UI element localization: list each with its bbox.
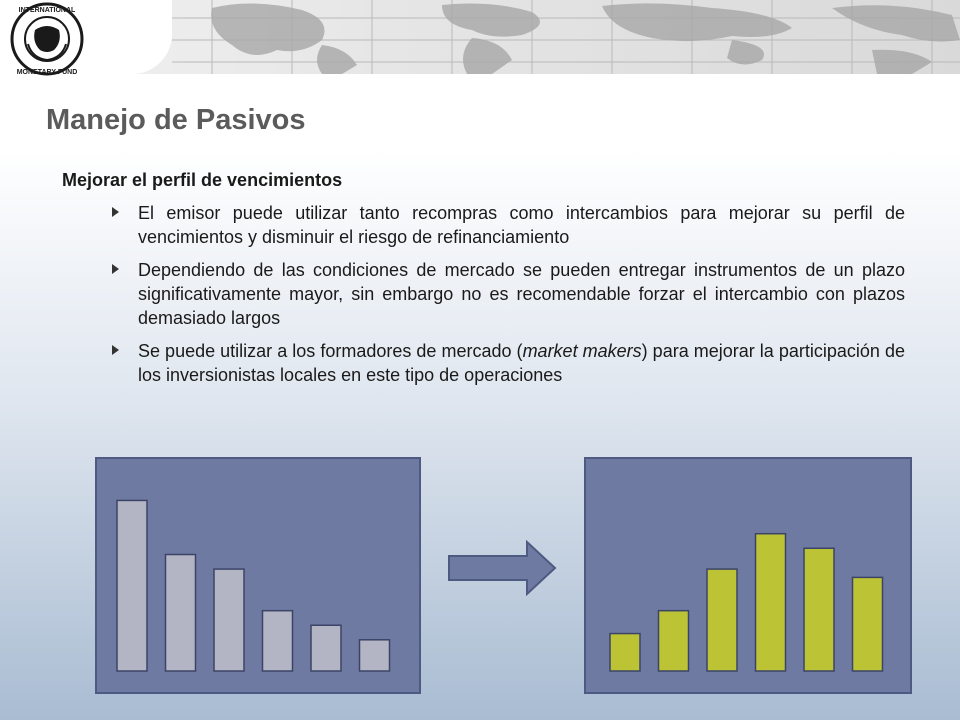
bar-after [610, 634, 640, 671]
bullet-item [110, 339, 905, 387]
bar-before [166, 555, 196, 671]
chart-after-plot [586, 459, 910, 692]
bar-before [214, 569, 244, 671]
svg-text:INTERNATIONAL: INTERNATIONAL [18, 7, 76, 14]
bar-after [756, 534, 786, 671]
world-map-icon [172, 0, 960, 74]
bullet-text: Dependiendo de las condiciones de mercado se pueden entregar instrumentos de un plazo significativamente mayor, sin embargo no es recomendable forzar el intercambio con plazos demasiado largos [138, 260, 905, 328]
imf-seal-icon [2, 0, 92, 78]
slide-title: Manejo de Pasivos [46, 104, 306, 136]
bullet-item [110, 201, 905, 249]
right-arrow-icon [447, 540, 557, 596]
bar-before [117, 500, 147, 671]
bullet-text: El emisor puede utilizar tanto recompras como intercambios para mejorar su perfil de vencimientos y disminuir el riesgo de refinanciamiento [138, 203, 905, 247]
bullet-text-part: ) para mejorar la participación de los inversionistas locales en este tipo de operaciones [138, 341, 905, 385]
bullet-text-italic: market makers [522, 341, 642, 361]
bar-after [804, 548, 834, 671]
bar-after [659, 611, 689, 671]
bar-before [263, 611, 293, 671]
bar-after [853, 577, 883, 671]
triangle-bullet-icon [112, 264, 119, 274]
svg-text:MONETARY FUND: MONETARY FUND [16, 69, 78, 76]
triangle-bullet-icon [112, 345, 119, 355]
chart-before-plot [97, 459, 419, 692]
bar-before [360, 640, 390, 671]
bullet-item [110, 258, 905, 330]
maturity-profile-after-chart [584, 457, 912, 694]
header-banner [0, 0, 960, 74]
triangle-bullet-icon [112, 207, 119, 217]
bullet-text [138, 339, 905, 387]
bullet-list [110, 201, 905, 396]
maturity-profile-before-chart [95, 457, 421, 694]
slide-subtitle: Mejorar el perfil de vencimientos [62, 170, 343, 190]
bar-before [311, 625, 341, 671]
bullet-text-part: Se puede utilizar a los formadores de mercado ( [138, 341, 523, 361]
bar-after [707, 569, 737, 671]
